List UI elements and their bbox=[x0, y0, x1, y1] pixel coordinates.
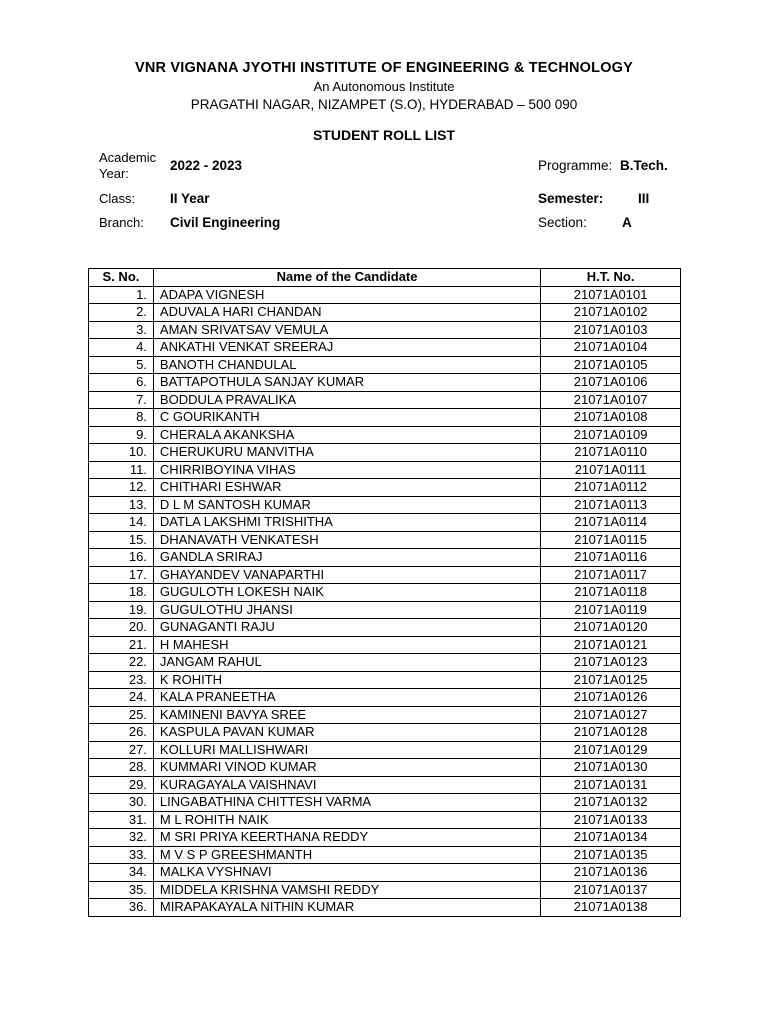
candidate-name-cell: JANGAM RAHUL bbox=[153, 654, 540, 672]
serial-number-cell: 8. bbox=[89, 409, 154, 427]
candidate-name-cell: KAMINENI BAVYA SREE bbox=[153, 706, 540, 724]
hall-ticket-cell: 21071A0130 bbox=[541, 759, 681, 777]
candidate-name-cell: KUMMARI VINOD KUMAR bbox=[153, 759, 540, 777]
serial-number-cell: 14. bbox=[89, 514, 154, 532]
serial-number-cell: 30. bbox=[89, 794, 154, 812]
table-row bbox=[89, 811, 681, 829]
hall-ticket-cell: 21071A0131 bbox=[541, 776, 681, 794]
hall-ticket-cell: 21071A0123 bbox=[541, 654, 681, 672]
candidate-name-cell: M L ROHITH NAIK bbox=[153, 811, 540, 829]
table-row bbox=[89, 514, 681, 532]
candidate-name-cell: MALKA VYSHNAVI bbox=[153, 864, 540, 882]
hall-ticket-cell: 21071A0134 bbox=[541, 829, 681, 847]
hall-ticket-cell: 21071A0104 bbox=[541, 339, 681, 357]
hall-ticket-cell: 21071A0136 bbox=[541, 864, 681, 882]
candidate-name-cell: LINGABATHINA CHITTESH VARMA bbox=[153, 794, 540, 812]
academic-year-label bbox=[99, 150, 156, 182]
table-row bbox=[89, 321, 681, 339]
table-row bbox=[89, 426, 681, 444]
table-row bbox=[89, 794, 681, 812]
document-header bbox=[0, 58, 768, 115]
table-row bbox=[89, 899, 681, 917]
candidate-name-cell: MIRAPAKAYALA NITHIN KUMAR bbox=[153, 899, 540, 917]
hall-ticket-cell: 21071A0132 bbox=[541, 794, 681, 812]
hall-ticket-cell: 21071A0118 bbox=[541, 584, 681, 602]
serial-number-cell: 13. bbox=[89, 496, 154, 514]
header-serial-number: S. No. bbox=[89, 269, 154, 287]
table-row bbox=[89, 391, 681, 409]
serial-number-cell: 28. bbox=[89, 759, 154, 777]
hall-ticket-cell: 21071A0138 bbox=[541, 899, 681, 917]
hall-ticket-cell: 21071A0133 bbox=[541, 811, 681, 829]
student-roll-table bbox=[88, 268, 681, 917]
candidate-name-cell: ADUVALA HARI CHANDAN bbox=[153, 304, 540, 322]
serial-number-cell: 16. bbox=[89, 549, 154, 567]
candidate-name-cell: BANOTH CHANDULAL bbox=[153, 356, 540, 374]
serial-number-cell: 23. bbox=[89, 671, 154, 689]
hall-ticket-cell: 21071A0107 bbox=[541, 391, 681, 409]
candidate-name-cell: CHIRRIBOYINA VIHAS bbox=[153, 461, 540, 479]
hall-ticket-cell: 21071A0119 bbox=[541, 601, 681, 619]
candidate-name-cell: KALA PRANEETHA bbox=[153, 689, 540, 707]
table-row bbox=[89, 706, 681, 724]
serial-number-cell: 17. bbox=[89, 566, 154, 584]
table-row bbox=[89, 619, 681, 637]
serial-number-cell: 10. bbox=[89, 444, 154, 462]
serial-number-cell: 24. bbox=[89, 689, 154, 707]
hall-ticket-cell: 21071A0110 bbox=[541, 444, 681, 462]
table-row bbox=[89, 374, 681, 392]
branch-value: Civil Engineering bbox=[170, 215, 281, 230]
candidate-name-cell: ADAPA VIGNESH bbox=[153, 286, 540, 304]
candidate-name-cell: GUGULOTHU JHANSI bbox=[153, 601, 540, 619]
table-header-row bbox=[89, 269, 681, 287]
hall-ticket-cell: 21071A0117 bbox=[541, 566, 681, 584]
serial-number-cell: 36. bbox=[89, 899, 154, 917]
hall-ticket-cell: 21071A0112 bbox=[541, 479, 681, 497]
candidate-name-cell: KASPULA PAVAN KUMAR bbox=[153, 724, 540, 742]
table-row bbox=[89, 881, 681, 899]
candidate-name-cell: CHERALA AKANKSHA bbox=[153, 426, 540, 444]
candidate-name-cell: K ROHITH bbox=[153, 671, 540, 689]
candidate-name-cell: GUNAGANTI RAJU bbox=[153, 619, 540, 637]
serial-number-cell: 35. bbox=[89, 881, 154, 899]
hall-ticket-cell: 21071A0115 bbox=[541, 531, 681, 549]
candidate-name-cell: H MAHESH bbox=[153, 636, 540, 654]
serial-number-cell: 19. bbox=[89, 601, 154, 619]
table-body bbox=[89, 286, 681, 916]
candidate-name-cell: KURAGAYALA VAISHNAVI bbox=[153, 776, 540, 794]
serial-number-cell: 1. bbox=[89, 286, 154, 304]
candidate-name-cell: KOLLURI MALLISHWARI bbox=[153, 741, 540, 759]
institute-subtitle: An Autonomous Institute bbox=[313, 79, 455, 94]
candidate-name-cell: CHERUKURU MANVITHA bbox=[153, 444, 540, 462]
header-candidate-name: Name of the Candidate bbox=[153, 269, 540, 287]
hall-ticket-cell: 21071A0126 bbox=[541, 689, 681, 707]
table-row bbox=[89, 531, 681, 549]
table-row bbox=[89, 741, 681, 759]
academic-year-value: 2022 - 2023 bbox=[170, 158, 243, 173]
table-row bbox=[89, 724, 681, 742]
table-row bbox=[89, 829, 681, 847]
hall-ticket-cell: 21071A0102 bbox=[541, 304, 681, 322]
hall-ticket-cell: 21071A0111 bbox=[541, 461, 681, 479]
serial-number-cell: 25. bbox=[89, 706, 154, 724]
hall-ticket-cell: 21071A0137 bbox=[541, 881, 681, 899]
hall-ticket-cell: 21071A0109 bbox=[541, 426, 681, 444]
table-row bbox=[89, 601, 681, 619]
section-label: Section: bbox=[538, 215, 587, 230]
class-value: II Year bbox=[170, 191, 210, 206]
candidate-name-cell: BATTAPOTHULA SANJAY KUMAR bbox=[153, 374, 540, 392]
serial-number-cell: 34. bbox=[89, 864, 154, 882]
serial-number-cell: 12. bbox=[89, 479, 154, 497]
table-row bbox=[89, 689, 681, 707]
class-label: Class: bbox=[99, 191, 136, 206]
candidate-name-cell: GANDLA SRIRAJ bbox=[153, 549, 540, 567]
serial-number-cell: 33. bbox=[89, 846, 154, 864]
semester-value: III bbox=[638, 191, 650, 206]
serial-number-cell: 32. bbox=[89, 829, 154, 847]
table-row bbox=[89, 776, 681, 794]
serial-number-cell: 18. bbox=[89, 584, 154, 602]
table-row bbox=[89, 479, 681, 497]
serial-number-cell: 21. bbox=[89, 636, 154, 654]
serial-number-cell: 9. bbox=[89, 426, 154, 444]
academic-year-label-line2: Year: bbox=[99, 166, 129, 181]
candidate-name-cell: DATLA LAKSHMI TRISHITHA bbox=[153, 514, 540, 532]
serial-number-cell: 11. bbox=[89, 461, 154, 479]
hall-ticket-cell: 21071A0108 bbox=[541, 409, 681, 427]
candidate-name-cell: D L M SANTOSH KUMAR bbox=[153, 496, 540, 514]
serial-number-cell: 22. bbox=[89, 654, 154, 672]
branch-label: Branch: bbox=[99, 215, 144, 230]
candidate-name-cell: M V S P GREESHMANTH bbox=[153, 846, 540, 864]
table-row bbox=[89, 339, 681, 357]
hall-ticket-cell: 21071A0120 bbox=[541, 619, 681, 637]
hall-ticket-cell: 21071A0114 bbox=[541, 514, 681, 532]
hall-ticket-cell: 21071A0129 bbox=[541, 741, 681, 759]
candidate-name-cell: DHANAVATH VENKATESH bbox=[153, 531, 540, 549]
table-row bbox=[89, 286, 681, 304]
table-row bbox=[89, 304, 681, 322]
table-row bbox=[89, 846, 681, 864]
hall-ticket-cell: 21071A0113 bbox=[541, 496, 681, 514]
hall-ticket-cell: 21071A0116 bbox=[541, 549, 681, 567]
serial-number-cell: 2. bbox=[89, 304, 154, 322]
table-row bbox=[89, 584, 681, 602]
serial-number-cell: 5. bbox=[89, 356, 154, 374]
serial-number-cell: 26. bbox=[89, 724, 154, 742]
candidate-name-cell: GUGULOTH LOKESH NAIK bbox=[153, 584, 540, 602]
hall-ticket-cell: 21071A0103 bbox=[541, 321, 681, 339]
candidate-name-cell: C GOURIKANTH bbox=[153, 409, 540, 427]
serial-number-cell: 3. bbox=[89, 321, 154, 339]
serial-number-cell: 31. bbox=[89, 811, 154, 829]
table-row bbox=[89, 654, 681, 672]
table-row bbox=[89, 496, 681, 514]
table-row bbox=[89, 461, 681, 479]
table-row bbox=[89, 409, 681, 427]
serial-number-cell: 4. bbox=[89, 339, 154, 357]
candidate-name-cell: BODDULA PRAVALIKA bbox=[153, 391, 540, 409]
serial-number-cell: 27. bbox=[89, 741, 154, 759]
table-row bbox=[89, 864, 681, 882]
programme-value: B.Tech. bbox=[620, 158, 668, 173]
serial-number-cell: 20. bbox=[89, 619, 154, 637]
table-row bbox=[89, 636, 681, 654]
hall-ticket-cell: 21071A0128 bbox=[541, 724, 681, 742]
candidate-name-cell: M SRI PRIYA KEERTHANA REDDY bbox=[153, 829, 540, 847]
table-row bbox=[89, 356, 681, 374]
hall-ticket-cell: 21071A0125 bbox=[541, 671, 681, 689]
programme-label: Programme: bbox=[538, 158, 613, 173]
table-row bbox=[89, 444, 681, 462]
candidate-name-cell: GHAYANDEV VANAPARTHI bbox=[153, 566, 540, 584]
serial-number-cell: 29. bbox=[89, 776, 154, 794]
institute-address: PRAGATHI NAGAR, NIZAMPET (S.O), HYDERABAD – 500 090 bbox=[190, 97, 578, 112]
candidate-name-cell: MIDDELA KRISHNA VAMSHI REDDY bbox=[153, 881, 540, 899]
table-row bbox=[89, 671, 681, 689]
hall-ticket-cell: 21071A0101 bbox=[541, 286, 681, 304]
header-hall-ticket-number: H.T. No. bbox=[541, 269, 681, 287]
serial-number-cell: 7. bbox=[89, 391, 154, 409]
section-value: A bbox=[622, 215, 632, 230]
hall-ticket-cell: 21071A0135 bbox=[541, 846, 681, 864]
serial-number-cell: 6. bbox=[89, 374, 154, 392]
candidate-name-cell: ANKATHI VENKAT SREERAJ bbox=[153, 339, 540, 357]
academic-year-label-line1: Academic bbox=[99, 150, 157, 165]
page-title: STUDENT ROLL LIST bbox=[312, 127, 456, 143]
candidate-name-cell: AMAN SRIVATSAV VEMULA bbox=[153, 321, 540, 339]
serial-number-cell: 15. bbox=[89, 531, 154, 549]
table-row bbox=[89, 566, 681, 584]
table-row bbox=[89, 759, 681, 777]
hall-ticket-cell: 21071A0105 bbox=[541, 356, 681, 374]
hall-ticket-cell: 21071A0106 bbox=[541, 374, 681, 392]
institute-name: VNR VIGNANA JYOTHI INSTITUTE OF ENGINEERING & TECHNOLOGY bbox=[134, 60, 634, 76]
candidate-name-cell: CHITHARI ESHWAR bbox=[153, 479, 540, 497]
hall-ticket-cell: 21071A0121 bbox=[541, 636, 681, 654]
semester-label: Semester: bbox=[538, 191, 604, 206]
table-row bbox=[89, 549, 681, 567]
hall-ticket-cell: 21071A0127 bbox=[541, 706, 681, 724]
